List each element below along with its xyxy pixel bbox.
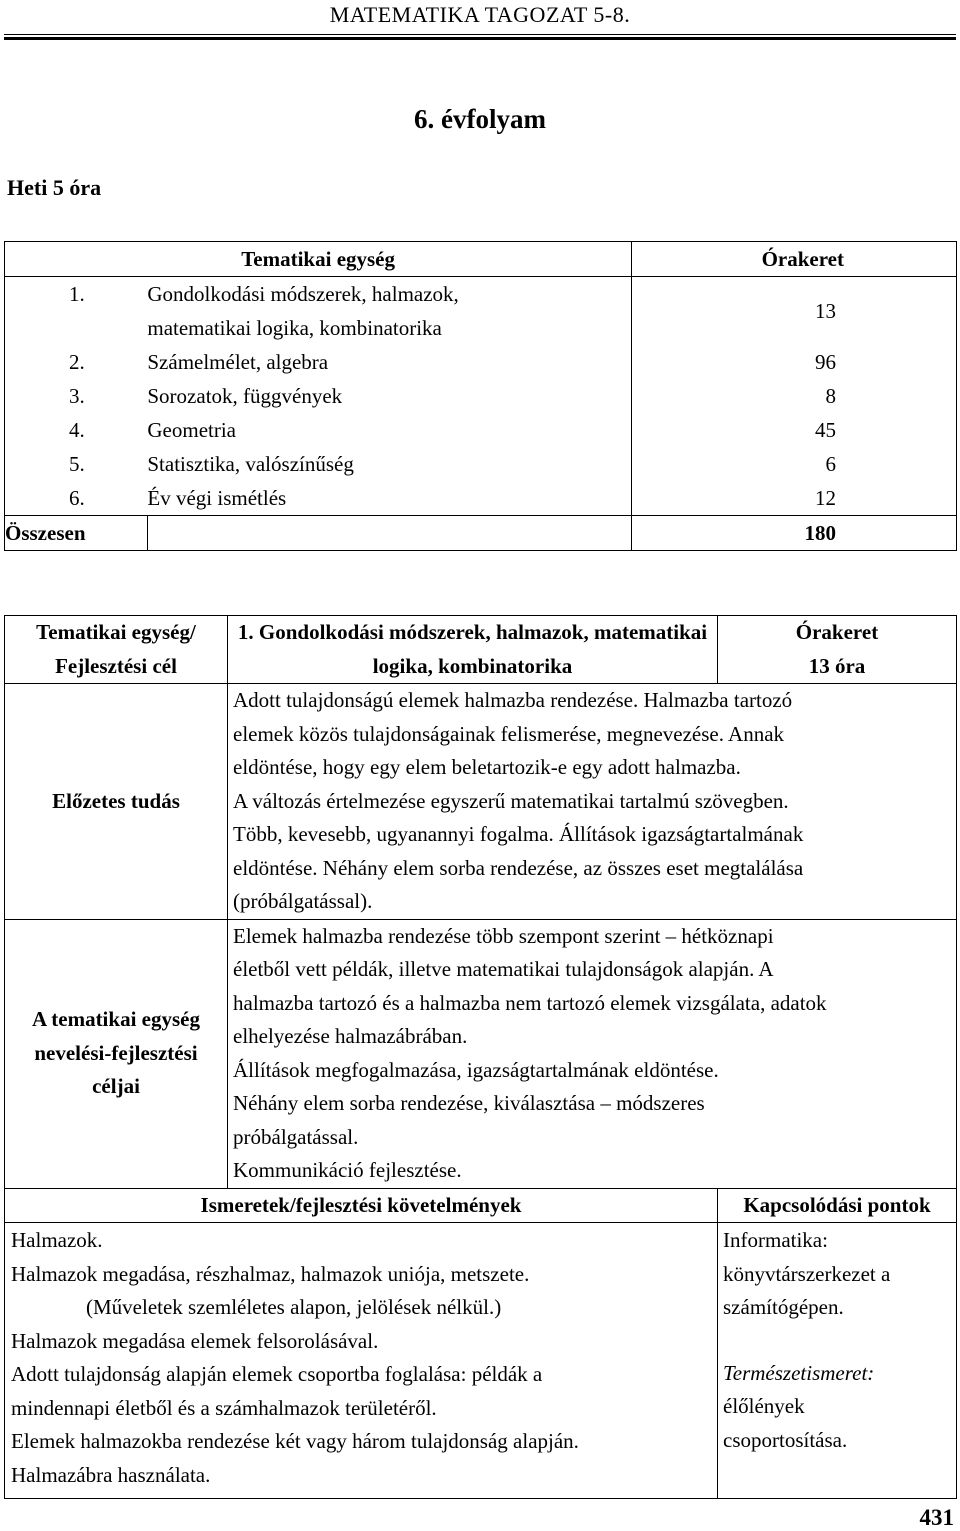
- unit-label-line: Tematikai egység/: [36, 620, 196, 644]
- row-topic: Geometria: [147, 413, 631, 447]
- page-number: 431: [919, 1505, 954, 1530]
- text-line: Halmazok megadása, részhalmaz, halmazok uniója, metszete.: [11, 1261, 530, 1286]
- text-line: (próbálgatással).: [233, 889, 373, 913]
- text-line: Halmazábra használata.: [11, 1462, 211, 1487]
- table-row: [5, 481, 957, 516]
- row-hours: 6: [632, 447, 957, 481]
- text-line: (Műveletek szemléletes alapon, jelölések nélkül.): [86, 1295, 502, 1319]
- text-line: Állítások megfogalmazása, igazságtartalmának eldöntése.: [233, 1057, 719, 1082]
- row-number: 2.: [5, 345, 148, 379]
- table-row: [5, 345, 957, 379]
- row-topic-line: matematikai logika, kombinatorika: [147, 316, 442, 340]
- text-line: eldöntése, hogy egy elem beletartozik-e egy adott halmazba.: [233, 755, 741, 779]
- row-hours: 12: [632, 481, 957, 516]
- summary-col-topic: Tematikai egység: [5, 242, 632, 277]
- table-row: [5, 447, 957, 481]
- text-line: elemek közös tulajdonságainak felismerése, megnevezése. Annak: [233, 721, 785, 746]
- row-number: 3.: [5, 379, 148, 413]
- requirements-header-row: [5, 1188, 957, 1223]
- summary-col-hours: Órakeret: [632, 242, 957, 277]
- text-line: Adott tulajdonságú elemek halmazba rendezése. Halmazba tartozó: [233, 688, 793, 712]
- header-rule: [4, 34, 956, 40]
- total-hours: 180: [632, 516, 957, 551]
- unit-hours-label: Órakeret: [795, 620, 879, 644]
- text-line: csoportosítása.: [723, 1427, 848, 1452]
- text-line: Elemek halmazba rendezése több szempont szerint – hétköznapi: [233, 923, 774, 948]
- unit-hours-value: 13 óra: [808, 653, 866, 678]
- text-line: A változás értelmezése egyszerű matematikai tartalmú szövegben.: [233, 788, 789, 813]
- text-line: halmazba tartozó és a halmazba nem tartozó elemek vizsgálata, adatok: [233, 990, 827, 1015]
- weekly-hours: Heti 5 óra: [7, 175, 102, 200]
- row-topic: Számelmélet, algebra: [147, 345, 631, 379]
- requirements-row: [5, 1223, 957, 1499]
- goals-label: [5, 919, 228, 1188]
- text-line: mindennapi életből és a számhalmazok területéről.: [11, 1395, 437, 1420]
- row-topic: Statisztika, valószínűség: [147, 447, 631, 481]
- goals-text: [228, 919, 957, 1188]
- unit-hours: [718, 616, 957, 684]
- text-line: próbálgatással.: [233, 1124, 359, 1149]
- goals-label-line: céljai: [92, 1074, 140, 1099]
- text-line: könyvtárszerkezet a: [723, 1261, 891, 1286]
- unit-label-line: Fejlesztési cél: [55, 653, 177, 678]
- text-line: Adott tulajdonság alapján elemek csoportba foglalása: példák a: [11, 1362, 543, 1386]
- row-topic-line: Gondolkodási módszerek, halmazok,: [147, 282, 459, 306]
- unit-label: [5, 616, 228, 684]
- prior-knowledge-text: [228, 684, 957, 920]
- row-topic: Év végi ismétlés: [147, 481, 631, 516]
- spacer: [723, 1325, 956, 1357]
- row-hours: 13: [632, 277, 957, 346]
- science-label: Természetismeret:: [723, 1360, 875, 1385]
- unit-title: [228, 616, 718, 684]
- requirements-header: Ismeretek/fejlesztési követelmények: [5, 1188, 718, 1223]
- text-line: életből vett példák, illetve matematikai tulajdonságok alapján. A: [233, 957, 774, 981]
- unit-title-line: logika, kombinatorika: [372, 653, 573, 678]
- unit-title-line: 1. Gondolkodási módszerek, halmazok, matematikai: [237, 620, 708, 644]
- text-line: Halmazok megadása elemek felsorolásával.: [11, 1328, 379, 1353]
- prior-knowledge-label: Előzetes tudás: [5, 684, 228, 920]
- summary-table: [4, 241, 957, 551]
- summary-header-row: [5, 242, 957, 277]
- text-line: Több, kevesebb, ugyanannyi fogalma. Állítások igazságtartalmának: [233, 822, 804, 846]
- row-number: 4.: [5, 413, 148, 447]
- table-row: [5, 413, 957, 447]
- goals-row: [5, 919, 957, 1188]
- unit-header-row: [5, 616, 957, 684]
- requirements-text: [5, 1223, 718, 1499]
- links-text: [718, 1223, 957, 1499]
- total-spacer: [147, 516, 631, 551]
- row-number: 6.: [5, 481, 148, 516]
- text-line: számítógépen.: [723, 1295, 844, 1319]
- informatics-label: Informatika:: [723, 1228, 828, 1252]
- row-number: 1.: [5, 277, 148, 346]
- summary-total-row: [5, 516, 957, 551]
- table-row: [5, 379, 957, 413]
- unit-table: [4, 615, 957, 1499]
- text-line: élőlények: [723, 1394, 805, 1418]
- row-number: 5.: [5, 447, 148, 481]
- goals-label-line: nevelési-fejlesztési: [34, 1040, 198, 1065]
- grade-title: 6. évfolyam: [414, 104, 546, 134]
- text-line: elhelyezése halmazábrában.: [233, 1024, 468, 1048]
- row-hours: 96: [632, 345, 957, 379]
- row-topic: Sorozatok, függvények: [147, 379, 631, 413]
- row-topic: [147, 277, 631, 346]
- running-header: MATEMATIKA TAGOZAT 5-8.: [329, 2, 631, 27]
- table-row: [5, 277, 957, 346]
- row-hours: 8: [632, 379, 957, 413]
- links-header: Kapcsolódási pontok: [718, 1188, 957, 1223]
- prior-knowledge-row: [5, 684, 957, 920]
- text-line: Kommunikáció fejlesztése.: [233, 1158, 462, 1182]
- text-line: Halmazok.: [11, 1228, 103, 1252]
- text-line: Elemek halmazokba rendezése két vagy három tulajdonság alapján.: [11, 1429, 579, 1453]
- goals-label-line: A tematikai egység: [32, 1007, 200, 1032]
- total-label: Összesen: [5, 516, 148, 551]
- text-line: eldöntése. Néhány elem sorba rendezése, az összes eset megtalálása: [233, 855, 804, 880]
- row-hours: 45: [632, 413, 957, 447]
- text-line: Néhány elem sorba rendezése, kiválasztása – módszeres: [233, 1091, 705, 1115]
